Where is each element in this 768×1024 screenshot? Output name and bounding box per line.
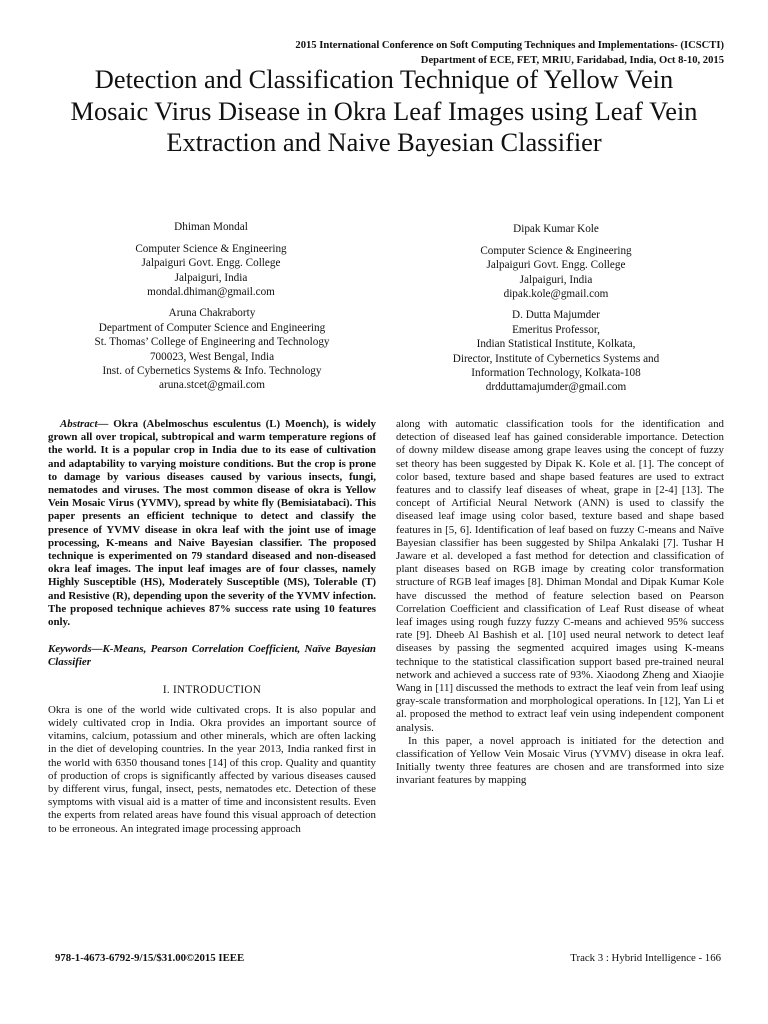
right-column xyxy=(396,418,724,788)
author-block xyxy=(54,306,370,392)
author-affiliation-line: Department of Computer Science and Engineering xyxy=(98,322,326,335)
author-affiliation-line: Inst. of Cybernetics Systems & Info. Technology xyxy=(102,364,322,377)
author-email: aruna.stcet@gmail.com xyxy=(159,379,265,392)
abstract-text: Okra (Abelmoschus esculentus (L) Moench), is widely grown all over tropical, subtropical and warm temperature regions of the world. It is a popular crop in India due to its ease of cultivation and adaptability to varying moisture conditions. But the crop is prone to damage by various diseases caused by various insects, fungi, nematodes and viruses. The most common disease of okra is Yellow Vein Mosaic Virus (YVMV), spread by white fly (Bemisiatabaci). This paper presents an efficient technique to detect and classify the presence of YVMV disease in okra leaf with the joint use of image processing, K-means and Naive Bayesian classifier. The proposed technique is experimented on 79 standard diseased and non-diseased okra leaf images. The input leaf images are of four classes, namely Highly Susceptible (HS), Moderately Susceptible (MS), Tolerable (T) and Resistive (R), depending upon the severity of the YVMV infection. The proposed technique achieves 87% success rate using 10 features only. xyxy=(48,418,376,629)
author-name: D. Dutta Majumder xyxy=(512,309,600,321)
author-affiliation-line: Director, Institute of Cybernetics Systems and xyxy=(452,352,660,365)
author-affiliation-line: Jalpaiguri, India xyxy=(519,273,593,286)
abstract-label: Abstract— xyxy=(60,418,109,430)
page-track-footer: Track 3 : Hybrid Intelligence - 166 xyxy=(570,952,721,964)
author-name: Dipak Kumar Kole xyxy=(513,223,599,235)
author-email: mondal.dhiman@gmail.com xyxy=(147,285,275,298)
abstract-paragraph xyxy=(48,418,376,629)
author-affiliation-line: Jalpaiguri Govt. Engg. College xyxy=(486,259,626,272)
author-affiliation-line: Emeritus Professor, xyxy=(512,324,600,337)
author-email: dipak.kole@gmail.com xyxy=(503,287,609,300)
left-column xyxy=(48,418,376,836)
author-affiliation-line: St. Thomas’ College of Engineering and Technology xyxy=(94,336,330,349)
author-affiliation-line: Indian Statistical Institute, Kolkata, xyxy=(476,338,636,351)
conference-venue: Department of ECE, FET, MRIU, Faridabad, India, Oct 8-10, 2015 xyxy=(420,55,724,66)
author-affiliation-line: Jalpaiguri Govt. Engg. College xyxy=(141,257,281,270)
author-email: drdduttamajumder@gmail.com xyxy=(485,381,627,394)
body-paragraph: along with automatic classification tools for the identification and detection of diseased leaf has gained considerable importance. Detection of downy mildew disease among grape leaves using the concept of fuzzy set theory has been suggested by Dipak K. Kole et al. [1]. The concept of color based, texture based and shape based features are used to extract features and to classify leaf diseases of wheat, grape in [2-4] [13]. The concept of Artificial Neural Network (ANN) is used to classify the diseased leaf image using color based, texture based and shape based features in [5, 6]. Identification of leaf based on fuzzy C-means and Naïve Bayesian classifier has been suggested by Shilpa Ankalaki [7]. Tushar H Jaware et al. developed a fast method for detection and classification of plant diseases based on RGB image by creating color transformation structure of RGB leaf images [8]. Dhiman Mondal and Dipak Kumar Kole have discussed the method of feature selection based on Pearson Correlation Coefficient and classification of Leaf Rust disease of wheat leaf images using rough fuzzy fuzzy C-means and achieved 95% success rate [9]. Dheeb Al Bashish et al. [10] used neural network to detect leaf diseases by passing the segmented acquired images using K-means technique to the statistical classification support based pre-trained neural network and achieved a success rate of 93%. Xiaodong Zheng and Xiaojie Wang in [11] discussed the methods to extract the leaf vein from leaf using gray-scale transformation and morphological operations. In [12], Yan Li et al. proposed the method to extract leaf vein using independent component analysis. xyxy=(396,418,724,734)
section-heading-introduction: I. INTRODUCTION xyxy=(162,683,262,696)
author-block xyxy=(396,308,716,394)
copyright-footer: 978-1-4673-6792-9/15/$31.00©2015 IEEE xyxy=(55,952,245,964)
author-name: Dhiman Mondal xyxy=(174,221,248,233)
conference-name: 2015 International Conference on Soft Computing Techniques and Implementations- (ICSCTI) xyxy=(295,40,724,51)
author-affiliation-line: Computer Science & Engineering xyxy=(480,245,632,258)
author-block xyxy=(66,220,356,299)
author-affiliation-line: Information Technology, Kolkata-108 xyxy=(471,366,641,379)
author-affiliation-line: 700023, West Bengal, India xyxy=(149,350,275,363)
author-name: Aruna Chakraborty xyxy=(168,307,256,319)
author-affiliation-line: Jalpaiguri, India xyxy=(174,271,248,284)
author-affiliation-line: Computer Science & Engineering xyxy=(135,243,287,256)
author-block xyxy=(396,222,716,301)
paper-title: Detection and Classification Technique of Yellow Vein Mosaic Virus Disease in Okra Leaf Images using Leaf Vein Extraction and Naive Bayesian Classifier xyxy=(70,64,698,157)
keywords: Keywords—K-Means, Pearson Correlation Coefficient, Naïve Bayesian Classifier xyxy=(48,643,376,669)
body-paragraph: Okra is one of the world wide cultivated crops. It is also popular and widely cultivated crop in India. Okra provides an important source of vitamins, calcium, potassium and other minerals, which are often lacking in the diet of developing countries. In the year 2013, India ranked first in the world with 6350 thousand tones [14] of this crop. Quality and quantity of production of crops is significantly affected by various diseases caused by different virus, fungal, insect, pests, nematodes etc. Detection of these symptoms with visual aid is a matter of time and inconsistent results. Even the experts from related areas have found this visual approach of detection to be erroneous. An integrated image processing approach xyxy=(48,703,376,835)
body-paragraph: In this paper, a novel approach is initiated for the detection and classification of Yellow Vein Mosaic Virus (YVMV) disease in okra leaf. Initially twenty three features are chosen and are transformed into size invariant features by mapping xyxy=(396,734,724,787)
